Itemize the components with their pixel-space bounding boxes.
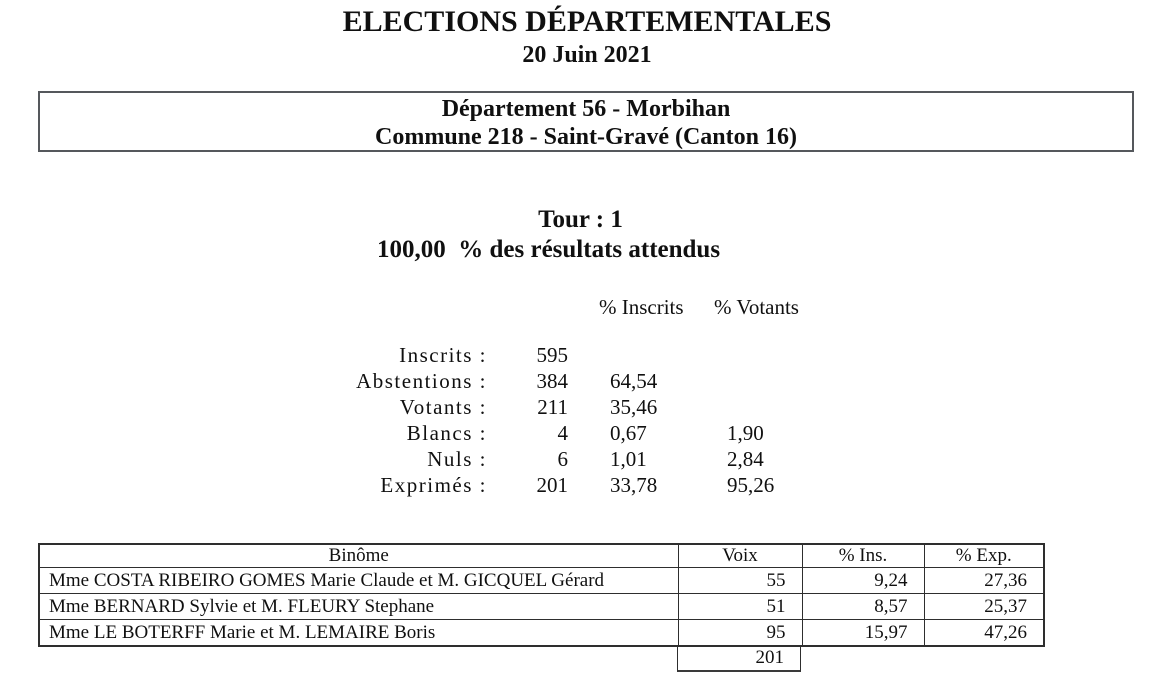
total-voix-cell: 201 <box>677 645 801 672</box>
participation-row-nuls <box>0 446 1160 472</box>
results-table-header-row <box>39 544 1044 568</box>
voix-cell: 55 <box>678 568 802 594</box>
stat-pct-inscrits: 0,67 <box>610 421 647 445</box>
pct-exp-cell: 47,26 <box>924 620 1044 647</box>
stat-pct-votants: 2,84 <box>727 447 764 471</box>
stat-label: Abstentions : <box>356 369 487 393</box>
voix-column-header: Voix <box>678 544 802 568</box>
participation-row-blancs <box>0 420 1160 446</box>
stat-value: 384 <box>536 369 568 393</box>
stat-value: 595 <box>536 343 568 367</box>
election-date: 20 Juin 2021 <box>522 42 652 68</box>
participation-row-exprimes <box>0 472 1160 498</box>
round-title: Tour : 1 <box>538 206 623 233</box>
document-header <box>7 6 1160 68</box>
stat-pct-votants: 1,90 <box>727 421 764 445</box>
stat-label: Nuls : <box>427 447 487 471</box>
stat-label: Inscrits : <box>399 343 487 367</box>
participation-row-inscrits <box>0 342 1160 368</box>
results-expected-line: 100,00 % des résultats attendus <box>377 236 721 263</box>
binome-cell: Mme BERNARD Sylvie et M. FLEURY Stephane <box>39 594 678 620</box>
pct-exp-cell: 25,37 <box>924 594 1044 620</box>
stat-pct-inscrits: 33,78 <box>610 473 658 497</box>
pct-inscrits-header: % Inscrits <box>599 295 684 319</box>
stat-label: Exprimés : <box>380 473 487 497</box>
stat-value: 4 <box>557 421 568 445</box>
participation-stats <box>0 342 1160 498</box>
table-row <box>39 620 1044 647</box>
stat-value: 201 <box>536 473 568 497</box>
participation-row-votants <box>0 394 1160 420</box>
location-box <box>38 91 1134 152</box>
pct-ins-column-header: % Ins. <box>802 544 924 568</box>
stat-label: Blancs : <box>406 421 487 445</box>
stat-pct-votants: 95,26 <box>727 473 775 497</box>
binome-cell: Mme COSTA RIBEIRO GOMES Marie Claude et M. GICQUEL Gérard <box>39 568 678 594</box>
pct-votants-header: % Votants <box>714 295 799 319</box>
department-line: Département 56 - Morbihan <box>441 96 731 122</box>
table-row <box>39 594 1044 620</box>
pct-ins-cell: 8,57 <box>802 594 924 620</box>
table-row <box>39 568 1044 594</box>
stat-pct-inscrits: 35,46 <box>610 395 658 419</box>
stat-pct-inscrits: 1,01 <box>610 447 647 471</box>
voix-cell: 95 <box>678 620 802 647</box>
binome-cell: Mme LE BOTERFF Marie et M. LEMAIRE Boris <box>39 620 678 647</box>
results-table <box>38 543 1045 647</box>
pct-exp-cell: 27,36 <box>924 568 1044 594</box>
commune-line: Commune 218 - Saint-Gravé (Canton 16) <box>375 124 797 150</box>
stat-label: Votants : <box>399 395 487 419</box>
page-title: ELECTIONS DÉPARTEMENTALES <box>342 5 832 38</box>
stat-value: 6 <box>557 447 568 471</box>
pct-exp-column-header: % Exp. <box>924 544 1044 568</box>
binome-column-header: Binôme <box>39 544 678 568</box>
pct-ins-cell: 15,97 <box>802 620 924 647</box>
stat-value: 211 <box>537 395 568 419</box>
participation-row-abstentions <box>0 368 1160 394</box>
stat-pct-inscrits: 64,54 <box>610 369 658 393</box>
voix-cell: 51 <box>678 594 802 620</box>
pct-ins-cell: 9,24 <box>802 568 924 594</box>
